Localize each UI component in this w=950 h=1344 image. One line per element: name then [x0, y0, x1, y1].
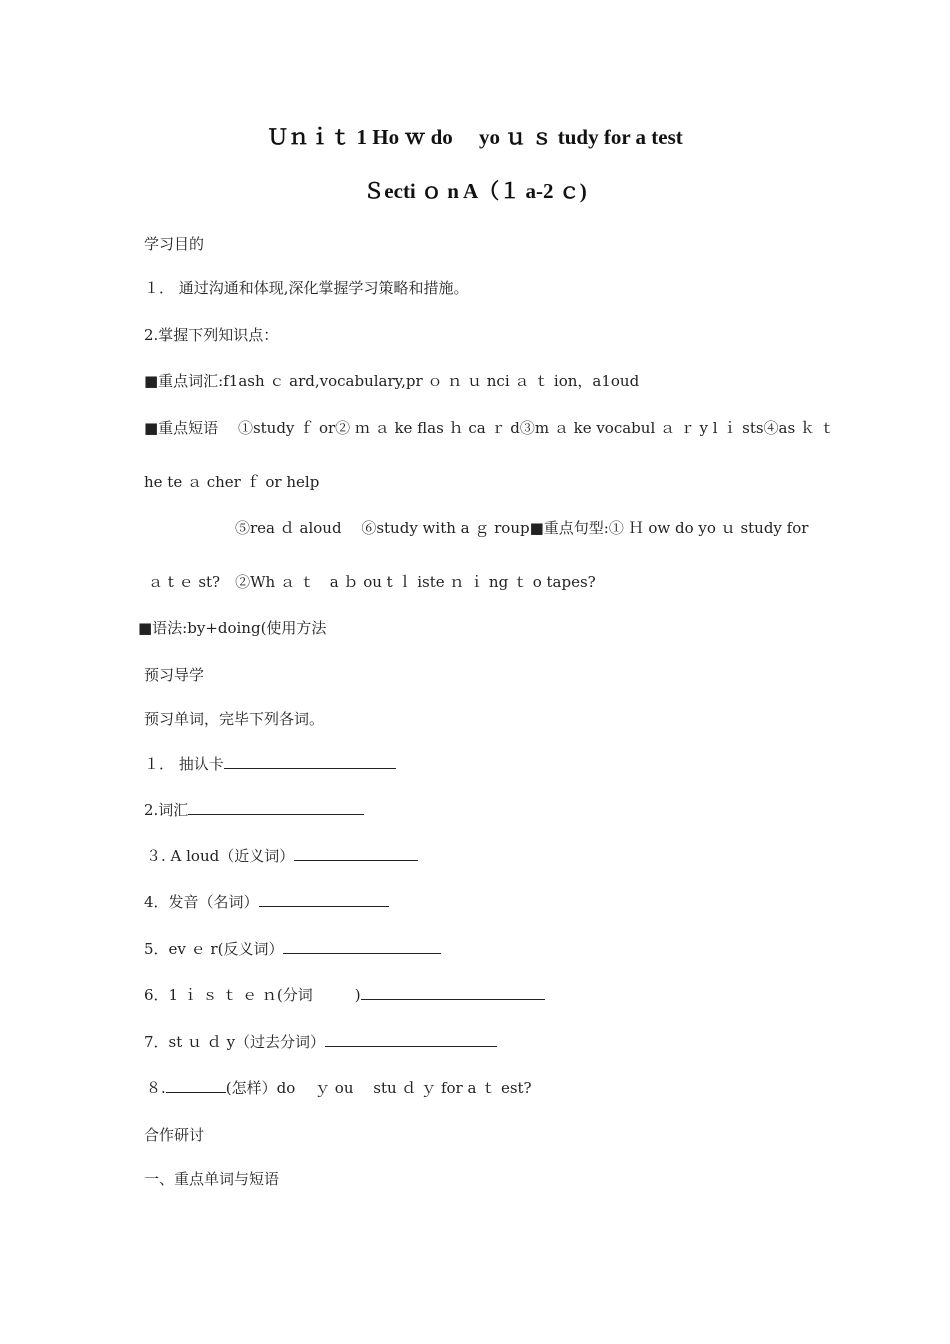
- key-phrases-line-1: ■重点短语 ①study ｆ or② ｍ ａ ke flas ｈ ca ｒ d③m ａ ke vocabul ａ ｒ y l ｉ sts④as ｋ ｔ: [144, 419, 835, 437]
- exercise-prompt: 7．st ｕ ｄ y（过去分词）: [144, 1033, 326, 1051]
- exercise-item-4: [144, 892, 389, 912]
- answer-blank[interactable]: [361, 985, 545, 1000]
- page-title: Ｕｎｉｔ 1 Ho ｗ do yo ｕ ｓ tudy for a test: [267, 125, 683, 149]
- exercise-prompt-rest: (怎样）do ｙ ou stu ｄ ｙ for a ｔ est?: [225, 1079, 532, 1097]
- goal-item-2: 2.掌握下列知识点：: [144, 326, 279, 344]
- exercise-item-8: [146, 1078, 532, 1098]
- answer-blank[interactable]: [224, 754, 396, 769]
- exercise-prompt: ８.: [146, 1079, 166, 1097]
- exercise-item-5: [144, 939, 441, 959]
- exercise-item-7: [144, 1032, 497, 1052]
- key-phrases-line-3: ⑤rea ｄ aloud ⑥study with a ｇ roup■重点句型:① Ｈ ow do yo ｕ study for: [235, 519, 809, 537]
- key-sentences-line-2: ａ t ｅ st? ②Wh ａ ｔ a ｂ ou t ｌ iste ｎ ｉ ng ｔ o tapes?: [148, 573, 596, 591]
- exercise-item-2: [144, 800, 364, 820]
- section-1-heading: 一、重点单词与短语: [144, 1170, 280, 1188]
- exercise-prompt-close: ): [354, 986, 361, 1004]
- cooperation-heading: 合作研讨: [144, 1126, 205, 1144]
- exercise-prompt: １． 抽认卡: [144, 755, 224, 773]
- goals-heading: 学习目的: [144, 235, 205, 253]
- key-vocabulary: ■重点词汇:f1ash ｃ ard,vocabulary,pr ｏ ｎ ｕ nci ａ ｔ ion，a1oud: [144, 372, 640, 390]
- answer-blank[interactable]: [294, 846, 418, 861]
- answer-blank[interactable]: [166, 1078, 226, 1093]
- preview-heading: 预习导学: [144, 666, 205, 684]
- key-phrases-line-2: he te ａ cher ｆ or help: [144, 473, 320, 491]
- exercise-item-6: [144, 985, 545, 1005]
- exercise-prompt: 2.词汇: [144, 801, 189, 819]
- exercise-prompt: ３. A loud（近义词）: [146, 847, 295, 865]
- answer-blank[interactable]: [188, 800, 364, 815]
- exercise-item-1: [144, 754, 396, 774]
- goal-item-1: １． 通过沟通和体现,深化掌握学习策略和措施。: [144, 279, 469, 297]
- exercise-prompt: 5．ev ｅ r(反义词）: [144, 940, 284, 958]
- preview-intro: 预习单词，完毕下列各词。: [144, 710, 325, 728]
- answer-blank[interactable]: [283, 939, 441, 954]
- answer-blank[interactable]: [259, 892, 389, 907]
- exercise-prompt: 6．1 ｉ ｓ ｔ ｅ ｎ(分词: [144, 986, 313, 1004]
- grammar-point: ■语法:by+doing(使用方法: [138, 619, 327, 637]
- answer-blank[interactable]: [325, 1032, 497, 1047]
- exercise-item-3: [146, 846, 418, 866]
- exercise-prompt: 4．发音（名词）: [144, 893, 259, 911]
- section-subtitle: Ｓecti ｏ n A（１ a-2 ｃ): [363, 179, 587, 203]
